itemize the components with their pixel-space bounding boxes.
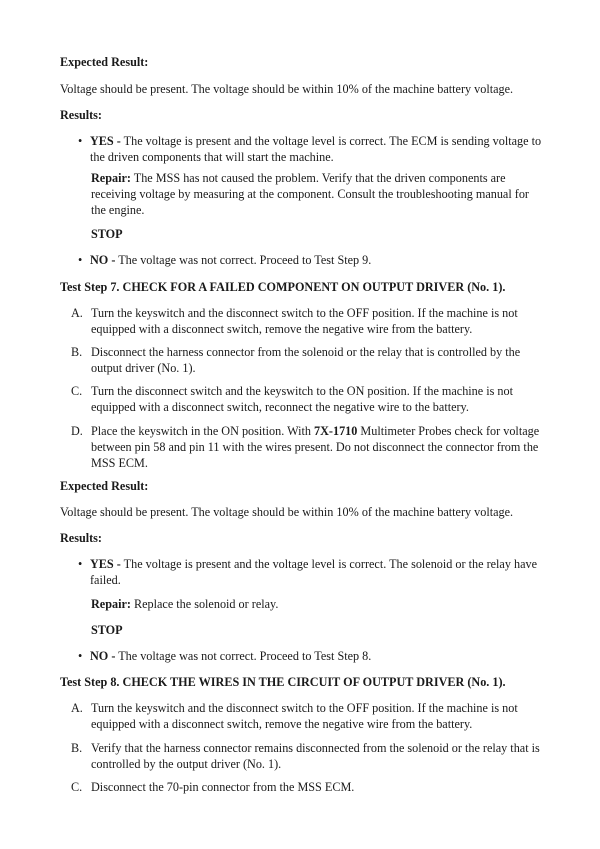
repair-note: [91, 170, 543, 219]
repair-text: Replace the solenoid or relay.: [130, 597, 279, 611]
test-step-7-title: Test Step 7. CHECK FOR A FAILED COMPONENT ON OUTPUT DRIVER (No. 1).: [60, 280, 506, 294]
step-letter: D.: [71, 424, 83, 438]
test-step-8-title: Test Step 8. CHECK THE WIRES IN THE CIRCUIT OF OUTPUT DRIVER (No. 1).: [60, 675, 506, 689]
repair-label: Repair:: [91, 171, 131, 185]
bullet-icon: •: [78, 253, 83, 267]
step-text: Turn the keyswitch and the disconnect switch to the OFF position. If the machine is not equipped with a disconnect switch, remove the negative wire from the battery.: [91, 701, 518, 732]
no-text: The voltage was not correct. Proceed to Test Step 8.: [115, 649, 372, 663]
repair-note: [91, 596, 543, 612]
step-text: Place the keyswitch in the ON position. With 7X-1710 Multimeter Probes check for voltage between pin 58 and pin 11 with the wires present. Do not disconnect the connector from the MSS ECM.: [91, 424, 540, 471]
step-letter: A.: [71, 701, 83, 715]
repair-text: The MSS has not caused the problem. Verify that the driven components are receiving voltage by measuring at the component. Consult the troubleshooting manual for the engine.: [91, 171, 529, 218]
step-text: Verify that the harness connector remains disconnected from the solenoid or the relay that is controlled by the output driver (No. 1).: [91, 741, 540, 772]
stop-label: STOP: [91, 623, 123, 637]
bullet-icon: •: [78, 557, 83, 571]
bullet-icon: •: [78, 134, 83, 148]
yes-label: YES -: [90, 557, 121, 571]
step-text: Disconnect the harness connector from the solenoid or the relay that is controlled by the output driver (No. 1).: [91, 345, 521, 376]
part-number: 7X-1710: [314, 424, 358, 438]
step-letter: C.: [71, 384, 83, 398]
step-letter: A.: [71, 306, 83, 320]
expected-result-text: Voltage should be present. The voltage should be within 10% of the machine battery voltage.: [60, 82, 514, 96]
results-heading: Results:: [60, 531, 102, 545]
expected-result-heading: Expected Result:: [60, 55, 149, 69]
results-heading: Results:: [60, 108, 102, 122]
step-text: Disconnect the 70-pin connector from the MSS ECM.: [91, 780, 355, 794]
expected-result-text: Voltage should be present. The voltage should be within 10% of the machine battery voltage.: [60, 505, 514, 519]
yes-label: YES -: [90, 134, 121, 148]
stop-label: STOP: [91, 227, 123, 241]
bullet-icon: •: [78, 649, 83, 663]
yes-text: The voltage is present and the voltage level is correct. The ECM is sending voltage to the driven components that will start the machine.: [90, 134, 542, 165]
step-text: Turn the keyswitch and the disconnect switch to the OFF position. If the machine is not equipped with a disconnect switch, remove the negative wire from the battery.: [91, 306, 518, 337]
no-label: NO -: [90, 253, 116, 267]
step-letter: B.: [71, 741, 83, 755]
step-letter: B.: [71, 345, 83, 359]
no-label: NO -: [90, 649, 116, 663]
repair-label: Repair:: [91, 597, 131, 611]
no-text: The voltage was not correct. Proceed to Test Step 9.: [115, 253, 372, 267]
yes-text: The voltage is present and the voltage level is correct. The solenoid or the relay have failed.: [90, 557, 537, 588]
step-text: Turn the disconnect switch and the keyswitch to the ON position. If the machine is not equipped with a disconnect switch, reconnect the negative wire to the battery.: [91, 384, 513, 415]
expected-result-heading: Expected Result:: [60, 479, 149, 493]
step-letter: C.: [71, 780, 83, 794]
